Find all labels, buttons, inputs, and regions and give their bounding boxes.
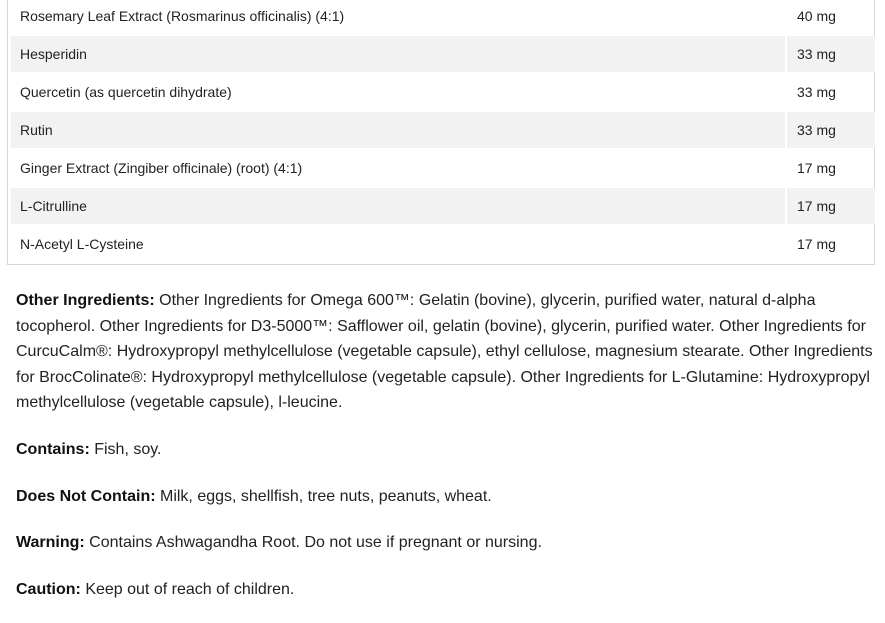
ingredient-amount: 17 mg xyxy=(797,236,836,252)
ingredients-table xyxy=(7,0,875,265)
contains-note xyxy=(16,437,878,463)
ingredient-amount: 33 mg xyxy=(787,112,875,148)
warning-label: Warning: xyxy=(16,534,85,552)
does-not-contain-text: Milk, eggs, shellfish, tree nuts, peanuts, wheat. xyxy=(155,487,492,505)
caution-text: Keep out of reach of children. xyxy=(80,580,295,598)
ingredient-name: Rutin xyxy=(11,112,785,148)
table-row xyxy=(11,150,875,186)
ingredient-name: Hesperidin xyxy=(11,36,785,72)
ingredient-amount: 40 mg xyxy=(797,8,836,24)
caution-label: Caution: xyxy=(16,580,81,598)
ingredient-name: Quercetin (as quercetin dihydrate) xyxy=(20,84,232,100)
caution-note xyxy=(16,577,878,603)
ingredient-amount: 33 mg xyxy=(787,36,875,72)
does-not-contain-label: Does Not Contain: xyxy=(16,487,156,505)
table-row xyxy=(11,188,875,224)
ingredient-name: L-Citrulline xyxy=(11,188,785,224)
ingredient-name: Ginger Extract (Zingiber officinale) (root) (4:1) xyxy=(20,160,303,176)
ingredient-amount: 33 mg xyxy=(797,84,836,100)
does-not-contain-note xyxy=(16,484,878,510)
ingredient-amount: 17 mg xyxy=(797,160,836,176)
table-row xyxy=(11,0,875,34)
product-notes xyxy=(16,288,878,623)
warning-text: Contains Ashwagandha Root. Do not use if pregnant or nursing. xyxy=(84,534,542,552)
ingredient-name: N-Acetyl L-Cysteine xyxy=(20,236,144,252)
other-ingredients-text: Other Ingredients for Omega 600™: Gelatin (bovine), glycerin, purified water, natural d-alpha tocopherol. Other Ingredients for D3-5000™: Safflower oil, gelatin (bovine), glycerin, purified water. Other Ingredients for CurcuCalm®: Hydroxypropyl methylcellulose (vegetable capsule), ethyl cellulose, magnesium stearate. Other Ingredients for BrocColinate®: Hydroxypropyl methylcellulose (vegetable capsule). Other Ingredients for L-Glutamine: Hydroxypropyl methylcellulose (vegetable capsule), l-leucine. xyxy=(16,292,873,412)
contains-text: Fish, soy. xyxy=(89,440,162,458)
table-row xyxy=(11,74,875,110)
other-ingredients-note xyxy=(16,288,878,416)
table-row xyxy=(11,112,875,148)
ingredient-name: Rosemary Leaf Extract (Rosmarinus officinalis) (4:1) xyxy=(20,8,345,24)
ingredient-amount: 17 mg xyxy=(787,188,875,224)
table-row xyxy=(11,226,875,262)
contains-label: Contains: xyxy=(16,440,90,458)
table-row xyxy=(11,36,875,72)
other-ingredients-label: Other Ingredients: xyxy=(16,292,155,309)
warning-note xyxy=(16,530,878,556)
